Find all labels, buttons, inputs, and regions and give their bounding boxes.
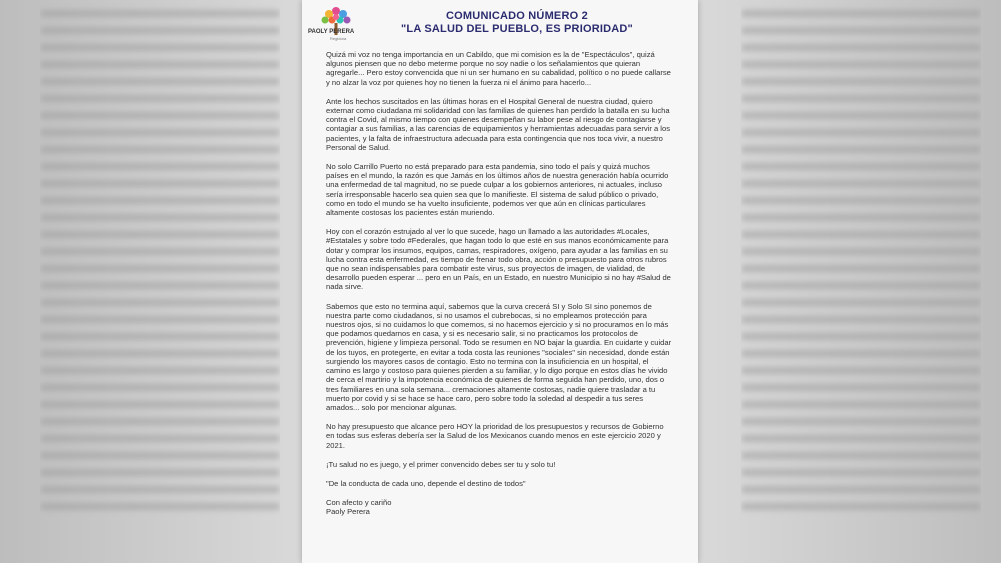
title-line-1: COMUNICADO NÚMERO 2 [446,10,588,22]
paragraph-3: No solo Carrillo Puerto no está preparado para esta pandemia, sino todo el país y quizá muchos países en el mundo, la razón es que Jamás en los últimos años de nuestra generación había ocurrido una enfermedad de tal magnitud, no se puede culpar a los gobiernos anteriores, ni actuales, incluso sería irresponsable hacerlo sea quien sea que lo manifieste. El sistema de salud público o privado, como en todo el mundo se ha vuelto insuficiente, podemos ver que aún en clínicas particulares altamente costosas los pacientes están muriendo. [326,162,669,218]
paragraph-4: Hoy con el corazón estrujado al ver lo que sucede, hago un llamado a las autoridades #Locales, #Estatales y sobre todo #Federales, que hagan todo lo que esté en sus manos económicamente para dotar y comprar los insumos, equipos, camas, respiradores, oxígeno, para ayudar a las familias en su lucha contra esta enfermedad, es tiempo de frenar todo obra, acción o presupuesto para otros rubros que no sean indispensables para combatir este virus, sus proyectos de imagen, de vialidad, de desarrollo pueden esperar ... pero en un País, en un Estado, en nuestro Municipio si no hay #Salud de nada sirve. [326,227,671,292]
document-body [326,50,674,517]
paragraph-7: ¡Tu salud no es juego, y el primer convencido debes ser tu y solo tu! [326,459,556,469]
paragraph-1: Quizá mi voz no tenga importancia en un Cabildo, que mi comision es la de "Espectáculos", quizá algunos piensen que no debo meterme porque no soy nadie o los señalamientos que quieran agregarle... Pero estoy convencida que ni un ser humano en su cabalidad, político o no puede callarse y no alzar la voz por quienes hoy no tienen la fuerza ni el ánimo para hacerlo... [326,50,671,87]
title-line-2: "LA SALUD DEL PUEBLO, ES PRIORIDAD" [401,23,633,35]
document-header [302,0,698,42]
blurred-background-text-left [40,0,280,563]
signature-name: Paoly Perera [326,507,370,517]
paragraph-8: "De la conducta de cada uno, depende el destino de todos" [326,478,526,488]
logo-name: PAOLY PERERA [308,29,355,35]
paragraph-2: Ante los hechos suscitados en las últimas horas en el Hospital General de nuestra ciudad, quiero externar como ciudadana mi solidaridad con las familias de quienes han perdido la batalla en su lucha contra el Covid, al mismo tiempo con quienes desempeñan su labor pese al riesgo de contagiarse y contagiar a sus familias, a las carencias de equipamientos y herramientas adecuadas para servir a los pacientes, y la falta de infraestructura adecuada para esta contingencia que nos toca vivir, a nuestro Personal de Salud. [326,96,671,152]
document-page [302,0,698,563]
logo-subtitle: Regidora [330,36,347,41]
blurred-background-text-right [741,0,981,563]
signoff-line-1: Con afecto y cariño [326,498,392,508]
paragraph-5: Sabemos que esto no termina aquí, sabemos que la curva crecerá SI y Solo SI sino ponemos de nuestra parte como ciudadanos, si no usamos el cubrebocas, si no empleamos protección para nuestros ojos, si no cuidamos lo que comemos, si no hacemos ejercicio y si no procuramos en lo más que podamos quedarnos en casa, y si es necesario salir, si no practicamos los protocolos de prevención, higiene y limpieza personal. Todo se resumen en NO bajar la guardia. En cuidarte y cuidar de los tuyos, en protegerte, en evitar a toda costa las reuniones "sociales" sin necesidad, donde están surgiendo los mayores casos de contagio. Esto no termina con la insuficiencia en un hospital, el camino es largo y costoso para quienes pierden a su familiar, y lo digo porque en estos días he vivido de cerca el martirio y la impotencia económica de quienes de forma seguida han perdido, uno, dos o tres familiares en una sola semana... cremaciones altamente costosas, nadie quiere trasladar a tu muerto por covid y si se hace se hace caro, pero sobre todo la soledad al despedir a tus seres amados... solo por mencionar algunas. [326,301,672,412]
signoff [326,498,674,516]
page-title [302,10,698,36]
paragraph-6: No hay presupuesto que alcance pero HOY la prioridad de los presupuestos y recursos de Gobierno en todas sus esferas debería ser la Salud de los Mexicanos cuando menos en este ejercicio 2020 y 2021. [326,422,664,450]
